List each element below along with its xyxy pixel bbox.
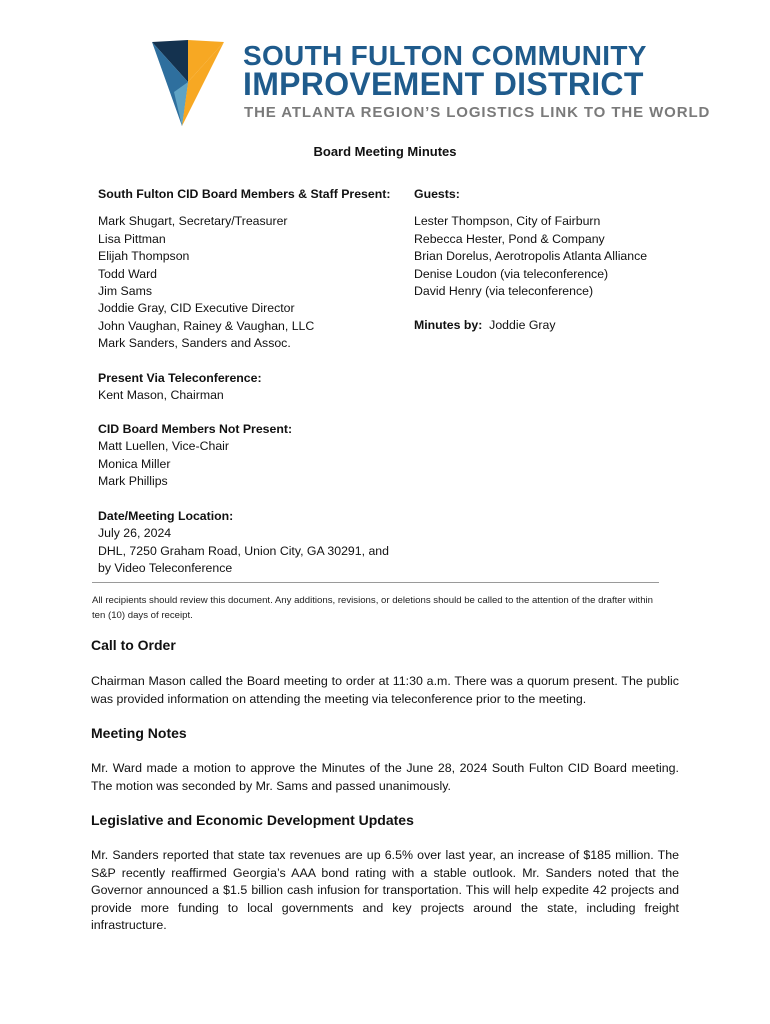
meeting-date: July 26, 2024: [98, 526, 172, 541]
members-present-block: [98, 186, 390, 353]
review-notice: All recipients should review this document. Any additions, revisions, or deletions should be called to the attention of the drafter within ten (10) days of receipt.: [92, 595, 654, 621]
guests-block: [414, 186, 647, 300]
meeting-notes-text: Mr. Ward made a motion to approve the Minutes of the June 28, 2024 South Fulton CID Board meeting. The motion was seconded by Mr. Sams and passed unanimously.: [91, 761, 679, 793]
member-name: Elijah Thompson: [98, 249, 190, 264]
not-present-block: [98, 421, 292, 491]
legislative-text: Mr. Sanders reported that state tax revenues are up 6.5% over last year, an increase of $185 million. The S&P recently reaffirmed Georgia’s AAA bond rating with a stable outlook. Mr. Sanders noted that the Governor announced a $1.5 billion cash infusion for transportation. This will help expedite 42 projects and provide more funding to local governments and key projects around the state, including freight infrastructure.: [91, 848, 679, 933]
meeting-format: by Video Teleconference: [98, 561, 233, 576]
guest-name: David Henry (via teleconference): [414, 284, 594, 299]
teleconference-block: [98, 370, 262, 405]
member-name: Joddie Gray, CID Executive Director: [98, 301, 295, 316]
org-name-line2: IMPROVEMENT DISTRICT: [243, 66, 644, 102]
guest-name: Brian Dorelus, Aerotropolis Atlanta Alliance: [414, 249, 648, 264]
section-heading-call-to-order: Call to Order: [91, 637, 176, 653]
call-to-order-text: Chairman Mason called the Board meeting to order at 11:30 a.m. There was a quorum present. The public was provided information on attending the meeting via teleconference prior to the meeting.: [91, 674, 679, 706]
meeting-location-block: [98, 508, 389, 578]
section-heading-legislative: Legislative and Economic Development Updates: [91, 812, 414, 828]
cid-logo-icon: [152, 40, 224, 126]
document-title: Board Meeting Minutes: [313, 144, 457, 159]
member-name: Todd Ward: [98, 266, 158, 281]
guest-name: Rebecca Hester, Pond & Company: [414, 231, 605, 246]
minutes-by: [414, 317, 555, 334]
teleconference-heading: Present Via Teleconference:: [98, 371, 262, 385]
members-present-heading: South Fulton CID Board Members & Staff Present:: [98, 187, 391, 201]
meeting-address: DHL, 7250 Graham Road, Union City, GA 30291, and: [98, 543, 389, 558]
member-name: John Vaughan, Rainey & Vaughan, LLC: [98, 318, 315, 333]
not-present-name: Mark Phillips: [98, 474, 168, 489]
section-heading-meeting-notes: Meeting Notes: [91, 725, 187, 741]
meeting-location-heading: Date/Meeting Location:: [98, 509, 234, 523]
guest-name: Denise Loudon (via teleconference): [414, 266, 609, 281]
member-name: Lisa Pittman: [98, 231, 166, 246]
guests-heading: Guests:: [414, 187, 460, 201]
member-name: Jim Sams: [98, 284, 152, 299]
guest-name: Lester Thompson, City of Fairburn: [414, 214, 601, 229]
teleconference-name: Kent Mason, Chairman: [98, 388, 224, 403]
org-name-line1: SOUTH FULTON COMMUNITY: [243, 40, 647, 71]
divider: [92, 582, 659, 583]
minutes-by-name: Joddie Gray: [489, 318, 556, 332]
minutes-by-label: Minutes by:: [414, 318, 483, 332]
org-tagline: THE ATLANTA REGION’S LOGISTICS LINK TO THE WORLD: [244, 104, 711, 121]
not-present-name: Matt Luellen, Vice-Chair: [98, 439, 230, 454]
member-name: Mark Sanders, Sanders and Assoc.: [98, 336, 291, 351]
not-present-name: Monica Miller: [98, 456, 171, 471]
member-name: Mark Shugart, Secretary/Treasurer: [98, 214, 288, 229]
not-present-heading: CID Board Members Not Present:: [98, 422, 293, 436]
